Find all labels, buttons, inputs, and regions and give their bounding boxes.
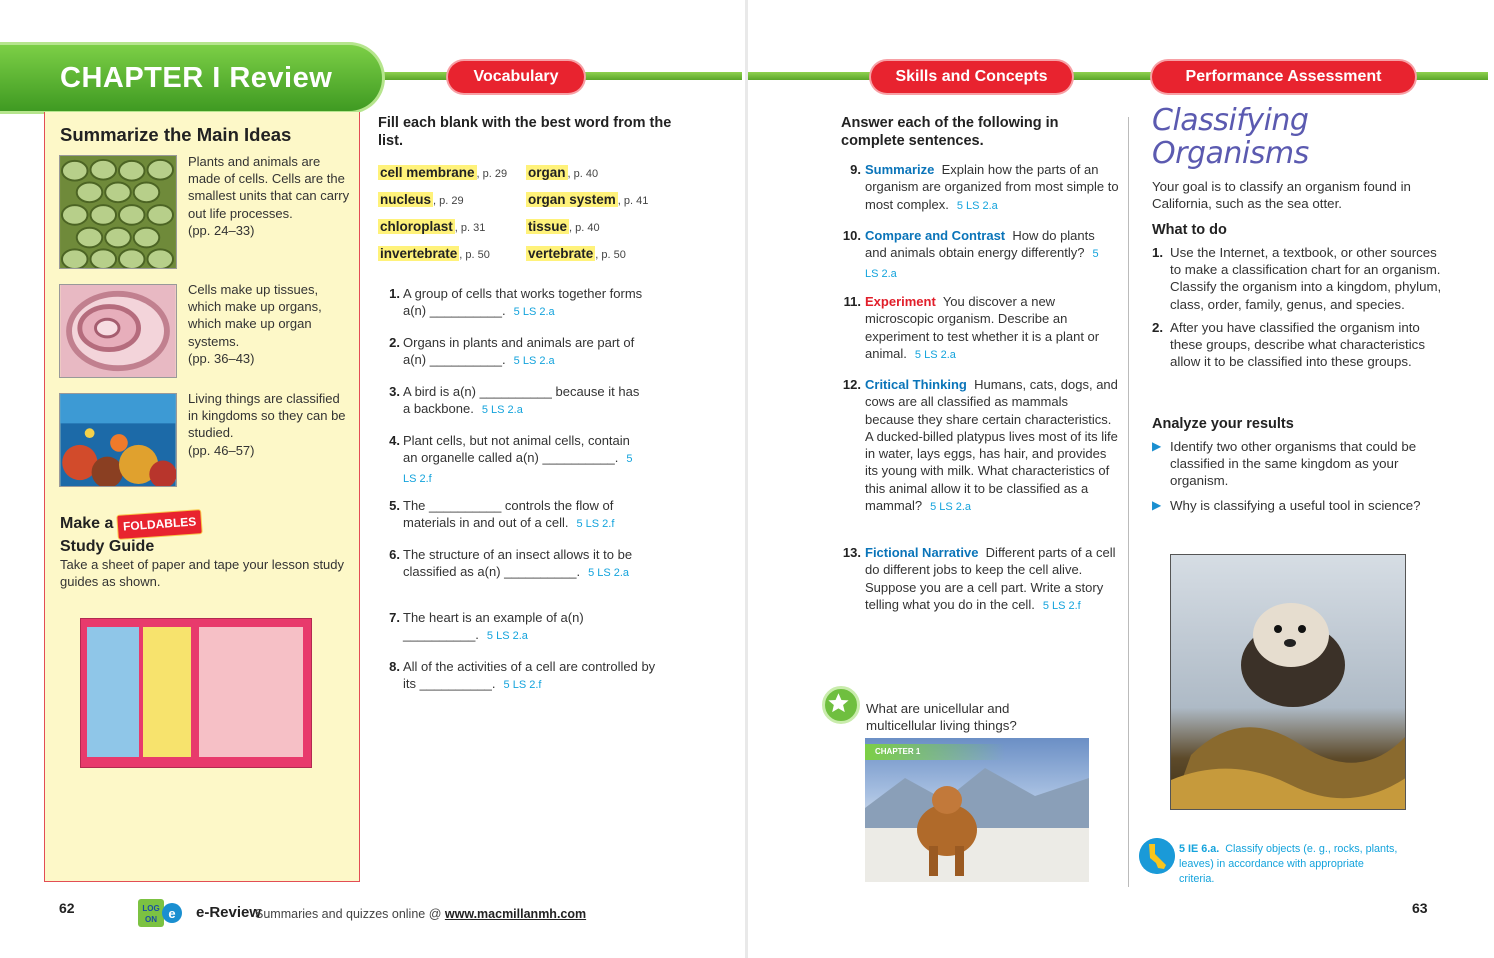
foldables-logo: FOLDABLES [117,509,204,540]
answer-heading: Answer each of the following in complete sentences. [841,115,1059,149]
question-5 [389,497,658,534]
steps-list [1152,244,1442,376]
summary-text-3 [188,390,353,459]
question-13 [842,544,1120,615]
question-12 [842,376,1120,516]
question-11 [843,293,1115,364]
step-text: Use the Internet, a textbook, or other sources to make a classification chart for an organism. Classify the organism into a kingdom, phylum, class, order, family, genus, and species. [1170,245,1442,312]
question-2 [389,334,658,371]
fill-heading: Fill each blank with the best word from the list. [378,115,672,149]
sea-otter-photo [1170,554,1406,810]
summary-item-text: Cells make up tissues, which make up organs, which make up organ systems. [188,282,322,349]
svg-text:e: e [168,906,176,921]
tissue-image [59,284,177,378]
vocab-word: organ [528,165,566,180]
question-4 [389,432,633,488]
vocab-item [526,192,648,207]
summary-page-ref: (pp. 36–43) [188,350,255,366]
question-text: A bird is a(n) __________ because it has a backbone. [403,384,640,417]
vocab-item [378,246,490,261]
question-number: 12. [842,377,861,392]
question-text: The heart is an example of a(n) __________. [403,610,584,643]
performance-tab: Performance Assessment [1152,61,1415,93]
page-number-left: 62 [59,900,75,916]
question-text: All of the activities of a cell are controlled by its __________. [403,659,656,692]
vocab-page-ref: , p. 29 [433,195,464,207]
question-6 [389,546,665,583]
question-label: Compare and Contrast [865,228,1006,243]
summary-page-ref: (pp. 46–57) [188,442,255,458]
question-7 [389,609,643,646]
assessment-goal: Your goal is to classify an organism found in California, such as the sea otter. [1152,179,1411,212]
question-10 [842,227,1110,283]
vocab-item [526,219,600,234]
question-text: Explain how the parts of an organism are organized from most simple to most complex. [865,162,1119,212]
step-item [1152,244,1442,313]
svg-text:ON: ON [145,915,157,924]
standard-code: 5 LS 2.f [403,453,633,485]
triangle-bullet-icon: ▶ [1152,497,1162,512]
question-text: You discover a new microscopic organism. Describe an experiment to test whether it is a plant or animal. [865,294,1100,361]
assessment-title [1152,104,1352,170]
question-text: A group of cells that works together forms a(n) __________. [403,286,643,319]
step-text: After you have classified the organism into these groups, describe what characteristics allow it to be classified into these groups. [1170,319,1425,370]
summary-item-text: Plants and animals are made of cells. Cells are the smallest units that can carry out life processes. [188,154,350,221]
summary-heading: Summarize the Main Ideas [60,124,292,145]
standard-code: 5 LS 2.a [930,501,972,514]
vocab-page-ref: , p. 50 [595,249,626,261]
question-text: Humans, cats, dogs, and cows are all classified as mammals because they share certain characteristics. A ducked-billed platypus lives most of its life in water, lays eggs, has hair, and provides its young with milk. What characteristics of this animal allow it to be classified as a mammal? [865,377,1118,514]
cougar-video-thumbnail[interactable] [865,738,1089,882]
footer-text [255,907,586,921]
standard-code: 5 LS 2.a [956,199,998,212]
column-divider [1128,117,1129,887]
vocab-page-ref: , p. 41 [617,195,649,207]
question-text: Different parts of a cell do different jobs to keep the cell alive. Suppose you are a cell part. Write a story telling what you do in the cell. [865,545,1116,612]
vocab-word: tissue [528,219,568,234]
question-number: 8. [389,659,400,674]
question-number: 1. [389,286,400,301]
vocab-word: organ system [528,192,616,207]
california-icon [1139,838,1175,874]
page-number-right: 63 [1412,900,1428,916]
sea-otter-image [1171,555,1406,810]
standard-code: 5 LS 2.f [576,518,615,531]
question-number: 6. [389,547,400,562]
summary-item-text: Living things are classified in kingdoms so they can be studied. [188,391,346,441]
question-number: 2. [389,335,400,350]
vocab-page-ref: , p. 29 [476,168,508,180]
question-1 [389,285,653,322]
question-number: 11. [843,294,861,309]
standard-code: 5 LS 2.a [486,630,528,643]
standard-code: 5 LS 2.f [503,679,542,692]
triangle-bullet-icon: ▶ [1152,439,1162,453]
step-number: 2. [1152,319,1164,335]
question-number: 5. [389,498,400,513]
cougar-image [865,738,1089,882]
log-on-icon[interactable] [138,897,182,929]
vocab-word: invertebrate [380,246,458,261]
vocab-page-ref: , p. 50 [459,249,490,261]
vocab-word: chloroplast [380,219,453,234]
what-to-do-heading: What to do [1152,222,1227,238]
standard-code: 5 LS 2.a [513,306,555,319]
svg-text:LOG: LOG [142,904,160,913]
bullet-item [1152,438,1432,490]
standard-code: 5 LS 2.a [865,248,1099,280]
assessment-title-line2: Organisms [1152,136,1309,171]
vocab-item [378,192,464,207]
summary-page-ref: (pp. 24–33) [188,222,255,238]
question-text: Organs in plants and animals are part of a(n) __________. [403,335,635,368]
question-number: 13. [842,545,861,560]
summary-text-1 [188,153,353,239]
foldable-col-2 [143,627,191,757]
standard-code: 5 LS 2.a [588,567,630,580]
skills-tab: Skills and Concepts [871,61,1072,93]
standard-code: 5 LS 2.f [1042,599,1081,612]
e-review-label: e-Review [196,904,262,921]
question-8 [389,658,658,695]
vocab-page-ref: , p. 40 [567,168,599,180]
question-text: The structure of an insect allows it to be classified as a(n) __________. [403,547,633,580]
question-9 [850,161,1120,215]
ca-standard-code: 5 IE 6.a. [1179,843,1220,855]
bullet-text: Identify two other organisms that could be classified in the same kingdom as your organism. [1170,439,1417,489]
foldables-heading [60,512,203,556]
standard-code: 5 LS 2.a [914,348,956,361]
question-label: Summarize [865,162,935,177]
vocab-page-ref: , p. 40 [569,222,600,234]
vocab-item [526,246,626,261]
foldable-col-3 [199,627,303,757]
bullet-text: Why is classifying a useful tool in science? [1170,497,1421,513]
chapter-title: CHAPTER I Review [60,62,333,94]
assessment-title-line1: Classifying [1152,103,1309,138]
vocab-item [378,219,485,234]
ca-standard-note [1179,842,1399,887]
question-number: 10. [842,228,861,243]
foldables-text: Take a sheet of paper and tape your lesson study guides as shown. [60,557,345,589]
standard-code: 5 LS 2.a [513,355,555,368]
question-label: Critical Thinking [865,377,967,392]
question-text: The __________ controls the flow of materials in and out of a cell. [403,498,614,531]
star-icon [822,686,860,724]
question-number: 9. [850,162,861,177]
vocabulary-tab: Vocabulary [448,61,584,93]
vocab-word: cell membrane [380,165,475,180]
plant-cells-image [59,155,177,269]
vocab-word: nucleus [380,192,432,207]
vocab-word: vertebrate [528,246,594,261]
vocab-page-ref: , p. 31 [454,222,486,234]
standard-code: 5 LS 2.a [481,404,523,417]
question-number: 7. [389,610,400,625]
study-guide-label: Study Guide [60,538,155,555]
step-item [1152,319,1442,371]
bullet-item [1152,497,1432,514]
question-label: Experiment [865,294,936,309]
vocab-item [378,165,507,180]
question-text: How do plants and animals obtain energy differently? [865,228,1095,261]
question-text: Plant cells, but not animal cells, contain an organelle called a(n) __________. [403,433,630,466]
summary-text-2 [188,281,353,367]
analyze-heading: Analyze your results [1152,416,1294,432]
video-question: What are unicellular and multicellular living things? [866,701,1017,734]
step-number: 1. [1152,245,1164,260]
make-a-label: Make a [60,515,114,532]
website-link[interactable]: www.macmillanmh.com [444,907,587,921]
analyze-list [1152,438,1432,520]
foldable-photo [80,618,312,768]
question-number: 4. [389,433,400,448]
coral-reef-image [59,393,177,487]
foldable-col-1 [87,627,139,757]
video-chapter-label: CHAPTER 1 [865,744,1005,760]
ca-standard-text: Classify objects (e. g., rocks, plants, leaves) in accordance with appropriate criteria. [1179,843,1398,885]
question-label: Fictional Narrative [865,545,979,560]
question-number: 3. [389,384,400,399]
vocab-item [526,165,598,180]
question-3 [389,383,648,420]
summaries-label: Summaries and quizzes online @ [255,907,442,921]
